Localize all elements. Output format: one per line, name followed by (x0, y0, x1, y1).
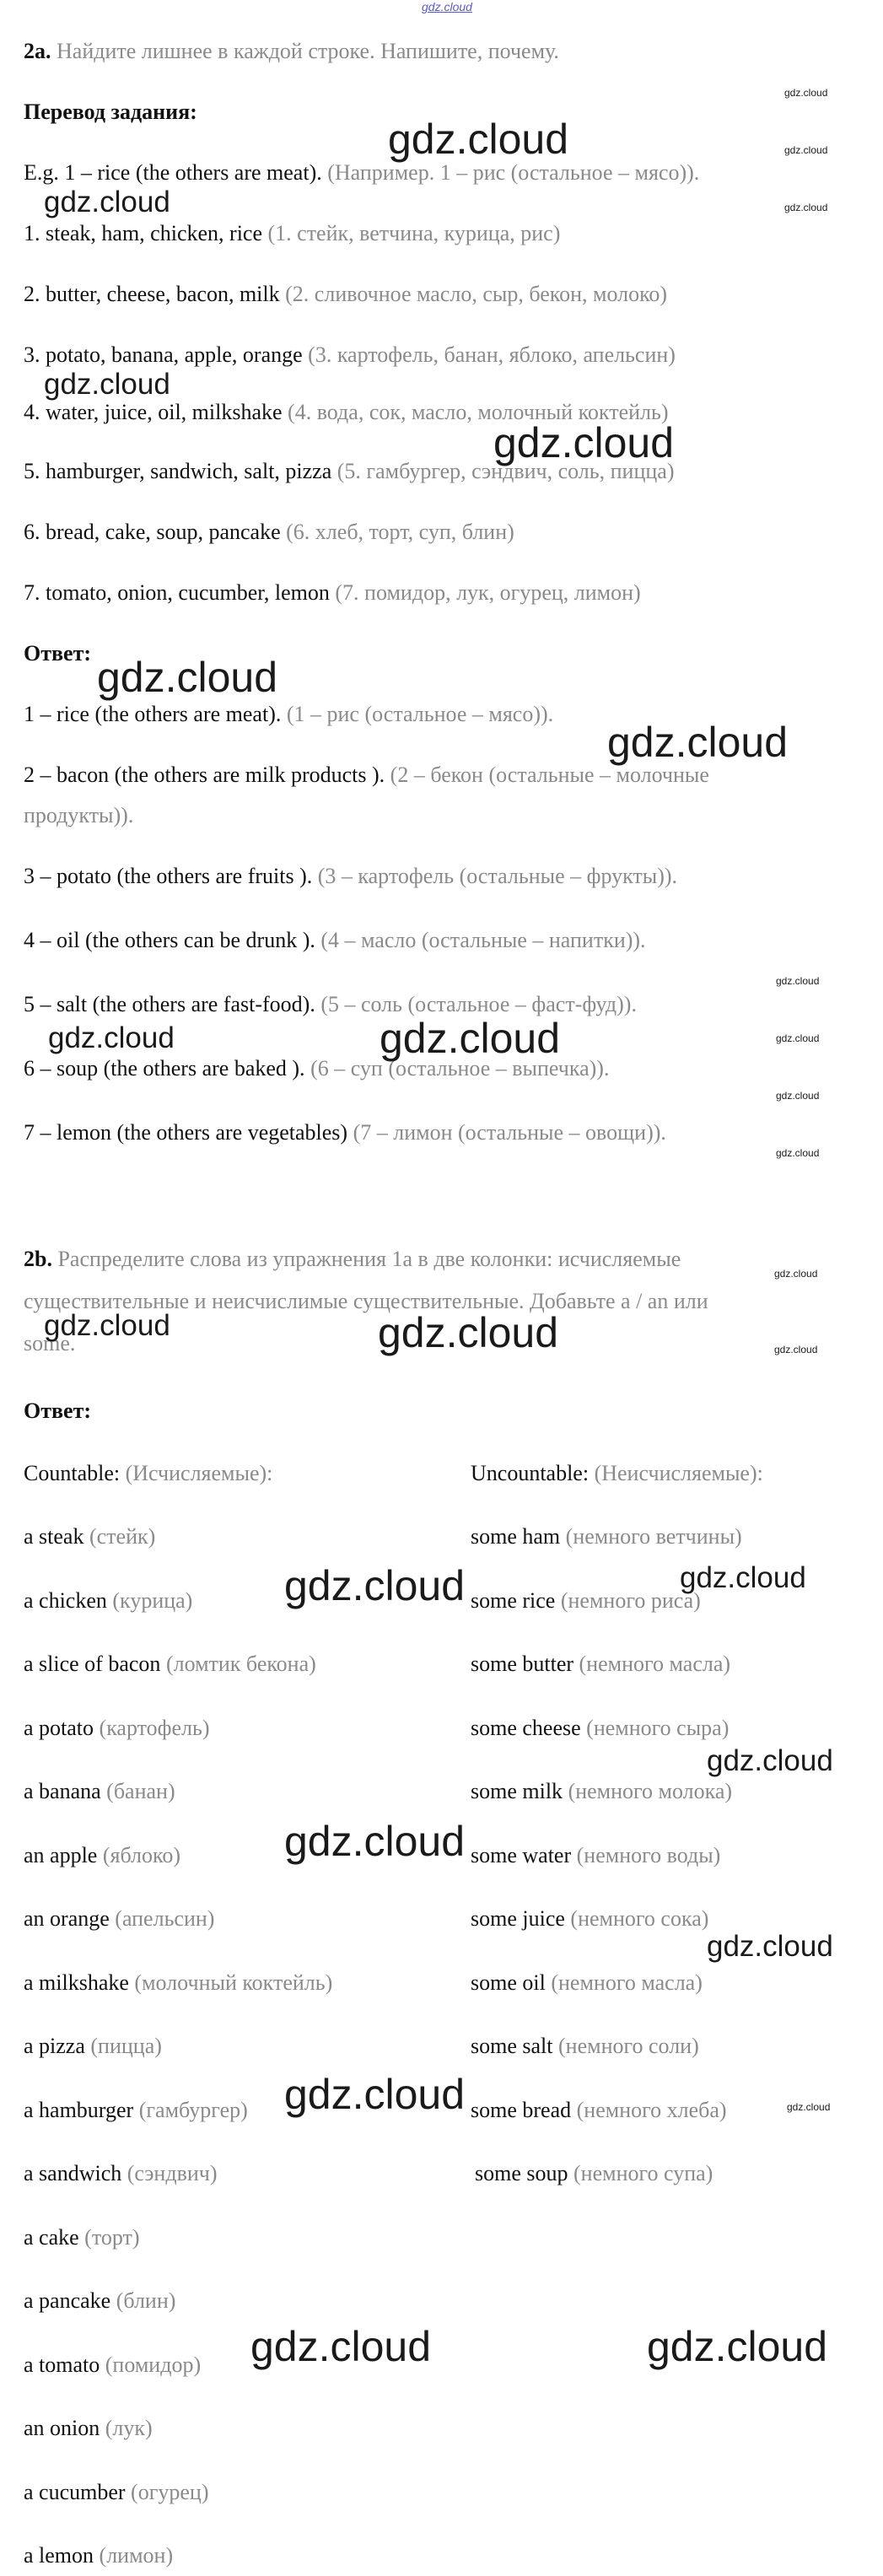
watermark-small: gdz.cloud (787, 2101, 831, 2113)
watermark: gdz.cloud (250, 2323, 432, 2370)
watermark: gdz.cloud (44, 368, 170, 401)
item-ru: (1. стейк, ветчина, курица, рис) (267, 221, 561, 245)
answer-ru: (7 – лимон (остальные – овощи)). (353, 1120, 666, 1145)
countable-ru: (банан) (106, 1779, 175, 1803)
uncountable-item (471, 1587, 701, 1615)
item-ru: (4. вода, сок, масло, молочный коктейль) (288, 400, 669, 424)
watermark-small: gdz.cloud (784, 144, 828, 156)
answer-ru-continuation: продукты)). (24, 803, 134, 827)
watermark: gdz.cloud (284, 2071, 466, 2118)
example-line (24, 159, 699, 187)
countable-item (24, 1522, 155, 1551)
countable-ru: (картофель) (99, 1716, 210, 1740)
uncountable-en: some rice (471, 1588, 556, 1613)
item-ru: (2. сливочное масло, сыр, бекон, молоко) (285, 282, 668, 306)
uncountable-en: some juice (471, 1906, 565, 1931)
item-ru: (6. хлеб, торт, суп, блин) (286, 520, 514, 544)
countable-en: a milkshake (24, 1970, 129, 1995)
countable-en: a cake (24, 2225, 79, 2250)
task-number: 2a. (24, 39, 51, 63)
countable-ru: (лимон) (99, 2543, 174, 2568)
uncountable-en: some soup (475, 2161, 568, 2185)
watermark: gdz.cloud (284, 1818, 466, 1865)
item-ru: (5. гамбургер, сэндвич, соль, пицца) (337, 459, 675, 483)
uncountable-ru: (немного масла) (579, 1652, 731, 1676)
uncountable-item (471, 2096, 727, 2125)
countable-item (24, 1714, 210, 1743)
countable-item (24, 2096, 248, 2125)
uncountable-header (471, 1459, 763, 1488)
item-en: 7. tomato, onion, cucumber, lemon (24, 580, 330, 605)
answer-ru: (4 – масло (остальные – напитки)). (320, 928, 646, 952)
watermark: gdz.cloud (44, 186, 170, 218)
countable-item (24, 2478, 208, 2507)
uncountable-item (471, 1522, 742, 1551)
countable-en: a sandwich (24, 2161, 122, 2185)
uncountable-ru: (немного соли) (558, 2034, 699, 2058)
watermark: gdz.cloud (493, 419, 675, 466)
answer-en: 6 – soup (the others are baked ). (24, 1056, 305, 1081)
answer-ru: (1 – рис (остальное – мясо)). (286, 702, 554, 726)
watermark: gdz.cloud (707, 1744, 833, 1777)
uncountable-ru: (немного масла) (551, 1970, 703, 1995)
translation-item (24, 219, 560, 248)
instruction-text: Найдите лишнее в каждой строке. Напишите, почему. (57, 39, 559, 63)
watermark-small: gdz.cloud (784, 202, 828, 213)
countable-ru: (гамбургер) (138, 2098, 248, 2122)
countable-en: a potato (24, 1716, 94, 1740)
uncountable-item (471, 1714, 729, 1743)
uncountable-ru: (немного сыра) (586, 1716, 730, 1740)
translation-heading: Перевод задания: (24, 100, 197, 124)
task-2b-instruction-line1 (24, 1245, 681, 1274)
watermark: gdz.cloud (380, 1015, 561, 1062)
countable-item (24, 2541, 173, 2570)
countable-en: a tomato (24, 2352, 100, 2377)
countable-ru: (пицца) (90, 2034, 162, 2058)
uncountable-ru: (немного хлеба) (576, 2098, 727, 2122)
countable-item (24, 1905, 214, 1933)
countable-item (24, 1969, 332, 1997)
watermark-small: gdz.cloud (776, 1147, 820, 1159)
countable-en: a slice of bacon (24, 1652, 161, 1676)
watermark: gdz.cloud (284, 1562, 466, 1609)
task-2a-instruction (24, 37, 559, 66)
countable-header-ru: (Исчисляемые): (125, 1461, 273, 1485)
translation-item (24, 518, 514, 547)
uncountable-en: some water (471, 1843, 572, 1867)
item-en: 1. steak, ham, chicken, rice (24, 221, 262, 245)
item-ru: (7. помидор, лук, огурец, лимон) (335, 580, 641, 605)
example-en: E.g. 1 – rice (the others are meat). (24, 160, 322, 185)
countable-en: an apple (24, 1843, 98, 1867)
countable-en: a lemon (24, 2543, 94, 2568)
task-2b-instruction-line2: существительные и неисчислимые существительные. Добавьте a / an или (24, 1289, 708, 1313)
item-en: 6. bread, cake, soup, pancake (24, 520, 281, 544)
top-watermark: gdz.cloud (422, 0, 472, 13)
countable-header (24, 1459, 272, 1488)
watermark: gdz.cloud (607, 719, 789, 766)
translation-item (24, 579, 641, 607)
watermark: gdz.cloud (97, 654, 278, 701)
uncountable-en: some oil (471, 1970, 546, 1995)
answer-heading-2a: Ответ: (24, 641, 92, 666)
uncountable-ru: (немного молока) (568, 1779, 733, 1803)
item-en: 5. hamburger, sandwich, salt, pizza (24, 459, 332, 483)
answer-item (24, 761, 709, 790)
watermark: gdz.cloud (48, 1021, 175, 1054)
watermark-small: gdz.cloud (776, 1032, 820, 1044)
item-ru: (3. картофель, банан, яблоко, апельсин) (308, 342, 676, 367)
uncountable-item (471, 1777, 732, 1806)
countable-ru: (молочный коктейль) (134, 1970, 333, 1995)
instruction-text: Распределите слова из упражнения 1а в две колонки: исчисляемые (57, 1247, 681, 1271)
countable-header-en: Countable: (24, 1461, 121, 1485)
uncountable-item (475, 2159, 713, 2188)
countable-en: a pizza (24, 2034, 85, 2058)
watermark-small: gdz.cloud (774, 1268, 818, 1280)
countable-en: a cucumber (24, 2480, 126, 2504)
countable-en: a chicken (24, 1588, 107, 1613)
watermark: gdz.cloud (647, 2323, 828, 2370)
uncountable-item (471, 2032, 699, 2061)
answer-ru: (6 – суп (остальное – выпечка)). (310, 1056, 610, 1081)
uncountable-item (471, 1841, 720, 1870)
countable-ru: (блин) (116, 2288, 176, 2313)
task-2b-instruction-line3: some. (24, 1331, 76, 1355)
countable-ru: (торт) (84, 2225, 140, 2250)
watermark-small: gdz.cloud (776, 975, 820, 987)
countable-en: a steak (24, 1524, 84, 1549)
answer-en: 3 – potato (the others are fruits ). (24, 864, 313, 888)
countable-item (24, 2223, 140, 2252)
uncountable-en: some cheese (471, 1716, 581, 1740)
uncountable-ru: (немного супа) (573, 2161, 713, 2185)
uncountable-en: some ham (471, 1524, 561, 1549)
uncountable-item (471, 1905, 708, 1933)
countable-ru: (помидор) (105, 2352, 202, 2377)
item-en: 2. butter, cheese, bacon, milk (24, 282, 280, 306)
answer-item (24, 862, 677, 891)
countable-en: a banana (24, 1779, 101, 1803)
item-en: 3. potato, banana, apple, orange (24, 342, 303, 367)
uncountable-en: some milk (471, 1779, 563, 1803)
uncountable-en: some butter (471, 1652, 574, 1676)
countable-en: a pancake (24, 2288, 111, 2313)
countable-ru: (курица) (112, 1588, 193, 1613)
answer-en: 2 – bacon (the others are milk products ). (24, 763, 385, 787)
countable-ru: (яблоко) (102, 1843, 180, 1867)
answer-item (24, 926, 646, 955)
translation-item (24, 280, 667, 309)
countable-en: a hamburger (24, 2098, 134, 2122)
countable-ru: (апельсин) (115, 1906, 215, 1931)
watermark: gdz.cloud (388, 116, 569, 163)
countable-ru: (лук) (105, 2416, 153, 2440)
countable-ru: (стейк) (89, 1524, 156, 1549)
countable-ru: (ломтик бекона) (165, 1652, 316, 1676)
watermark-small: gdz.cloud (784, 87, 828, 99)
answer-item (24, 700, 553, 729)
countable-en: an onion (24, 2416, 100, 2440)
watermark-small: gdz.cloud (776, 1090, 820, 1102)
watermark: gdz.cloud (680, 1561, 806, 1594)
answer-item (24, 1118, 666, 1147)
countable-item (24, 2351, 201, 2379)
translation-item (24, 341, 676, 369)
example-ru: (Например. 1 – рис (остальное – мясо)). (327, 160, 700, 185)
answer-heading-2b: Ответ: (24, 1398, 92, 1423)
answer-ru: (2 – бекон (остальные – молочные (390, 763, 709, 787)
countable-item (24, 2159, 218, 2188)
uncountable-en: some bread (471, 2098, 572, 2122)
answer-ru: (5 – соль (остальное – фаст-фуд)). (320, 992, 637, 1016)
uncountable-header-ru: (Неисчисляемые): (594, 1461, 763, 1485)
watermark-small: gdz.cloud (774, 1344, 818, 1355)
uncountable-item (471, 1969, 703, 1997)
uncountable-item (471, 1650, 730, 1679)
countable-item (24, 2287, 175, 2315)
countable-en: an orange (24, 1906, 110, 1931)
countable-item (24, 1587, 192, 1615)
countable-ru: (сэндвич) (127, 2161, 218, 2185)
uncountable-en: some salt (471, 2034, 553, 2058)
answer-en: 1 – rice (the others are meat). (24, 702, 282, 726)
watermark: gdz.cloud (707, 1930, 833, 1963)
uncountable-ru: (немного воды) (576, 1843, 721, 1867)
countable-item (24, 1777, 175, 1806)
watermark: gdz.cloud (44, 1309, 170, 1342)
uncountable-ru: (немного сока) (570, 1906, 709, 1931)
uncountable-ru: (немного риса) (560, 1588, 701, 1613)
countable-item (24, 2032, 162, 2061)
countable-item (24, 1841, 180, 1870)
answer-ru: (3 – картофель (остальные – фрукты)). (317, 864, 678, 888)
countable-item (24, 1650, 316, 1679)
answer-en: 5 – salt (the others are fast-food). (24, 992, 315, 1016)
watermark: gdz.cloud (378, 1309, 559, 1356)
uncountable-ru: (немного ветчины) (565, 1524, 742, 1549)
answer-en: 7 – lemon (the others are vegetables) (24, 1120, 348, 1145)
countable-item (24, 2414, 153, 2443)
item-en: 4. water, juice, oil, milkshake (24, 400, 283, 424)
uncountable-header-en: Uncountable: (471, 1461, 590, 1485)
task-number: 2b. (24, 1247, 52, 1271)
answer-en: 4 – oil (the others can be drunk ). (24, 928, 315, 952)
countable-ru: (огурец) (131, 2480, 209, 2504)
